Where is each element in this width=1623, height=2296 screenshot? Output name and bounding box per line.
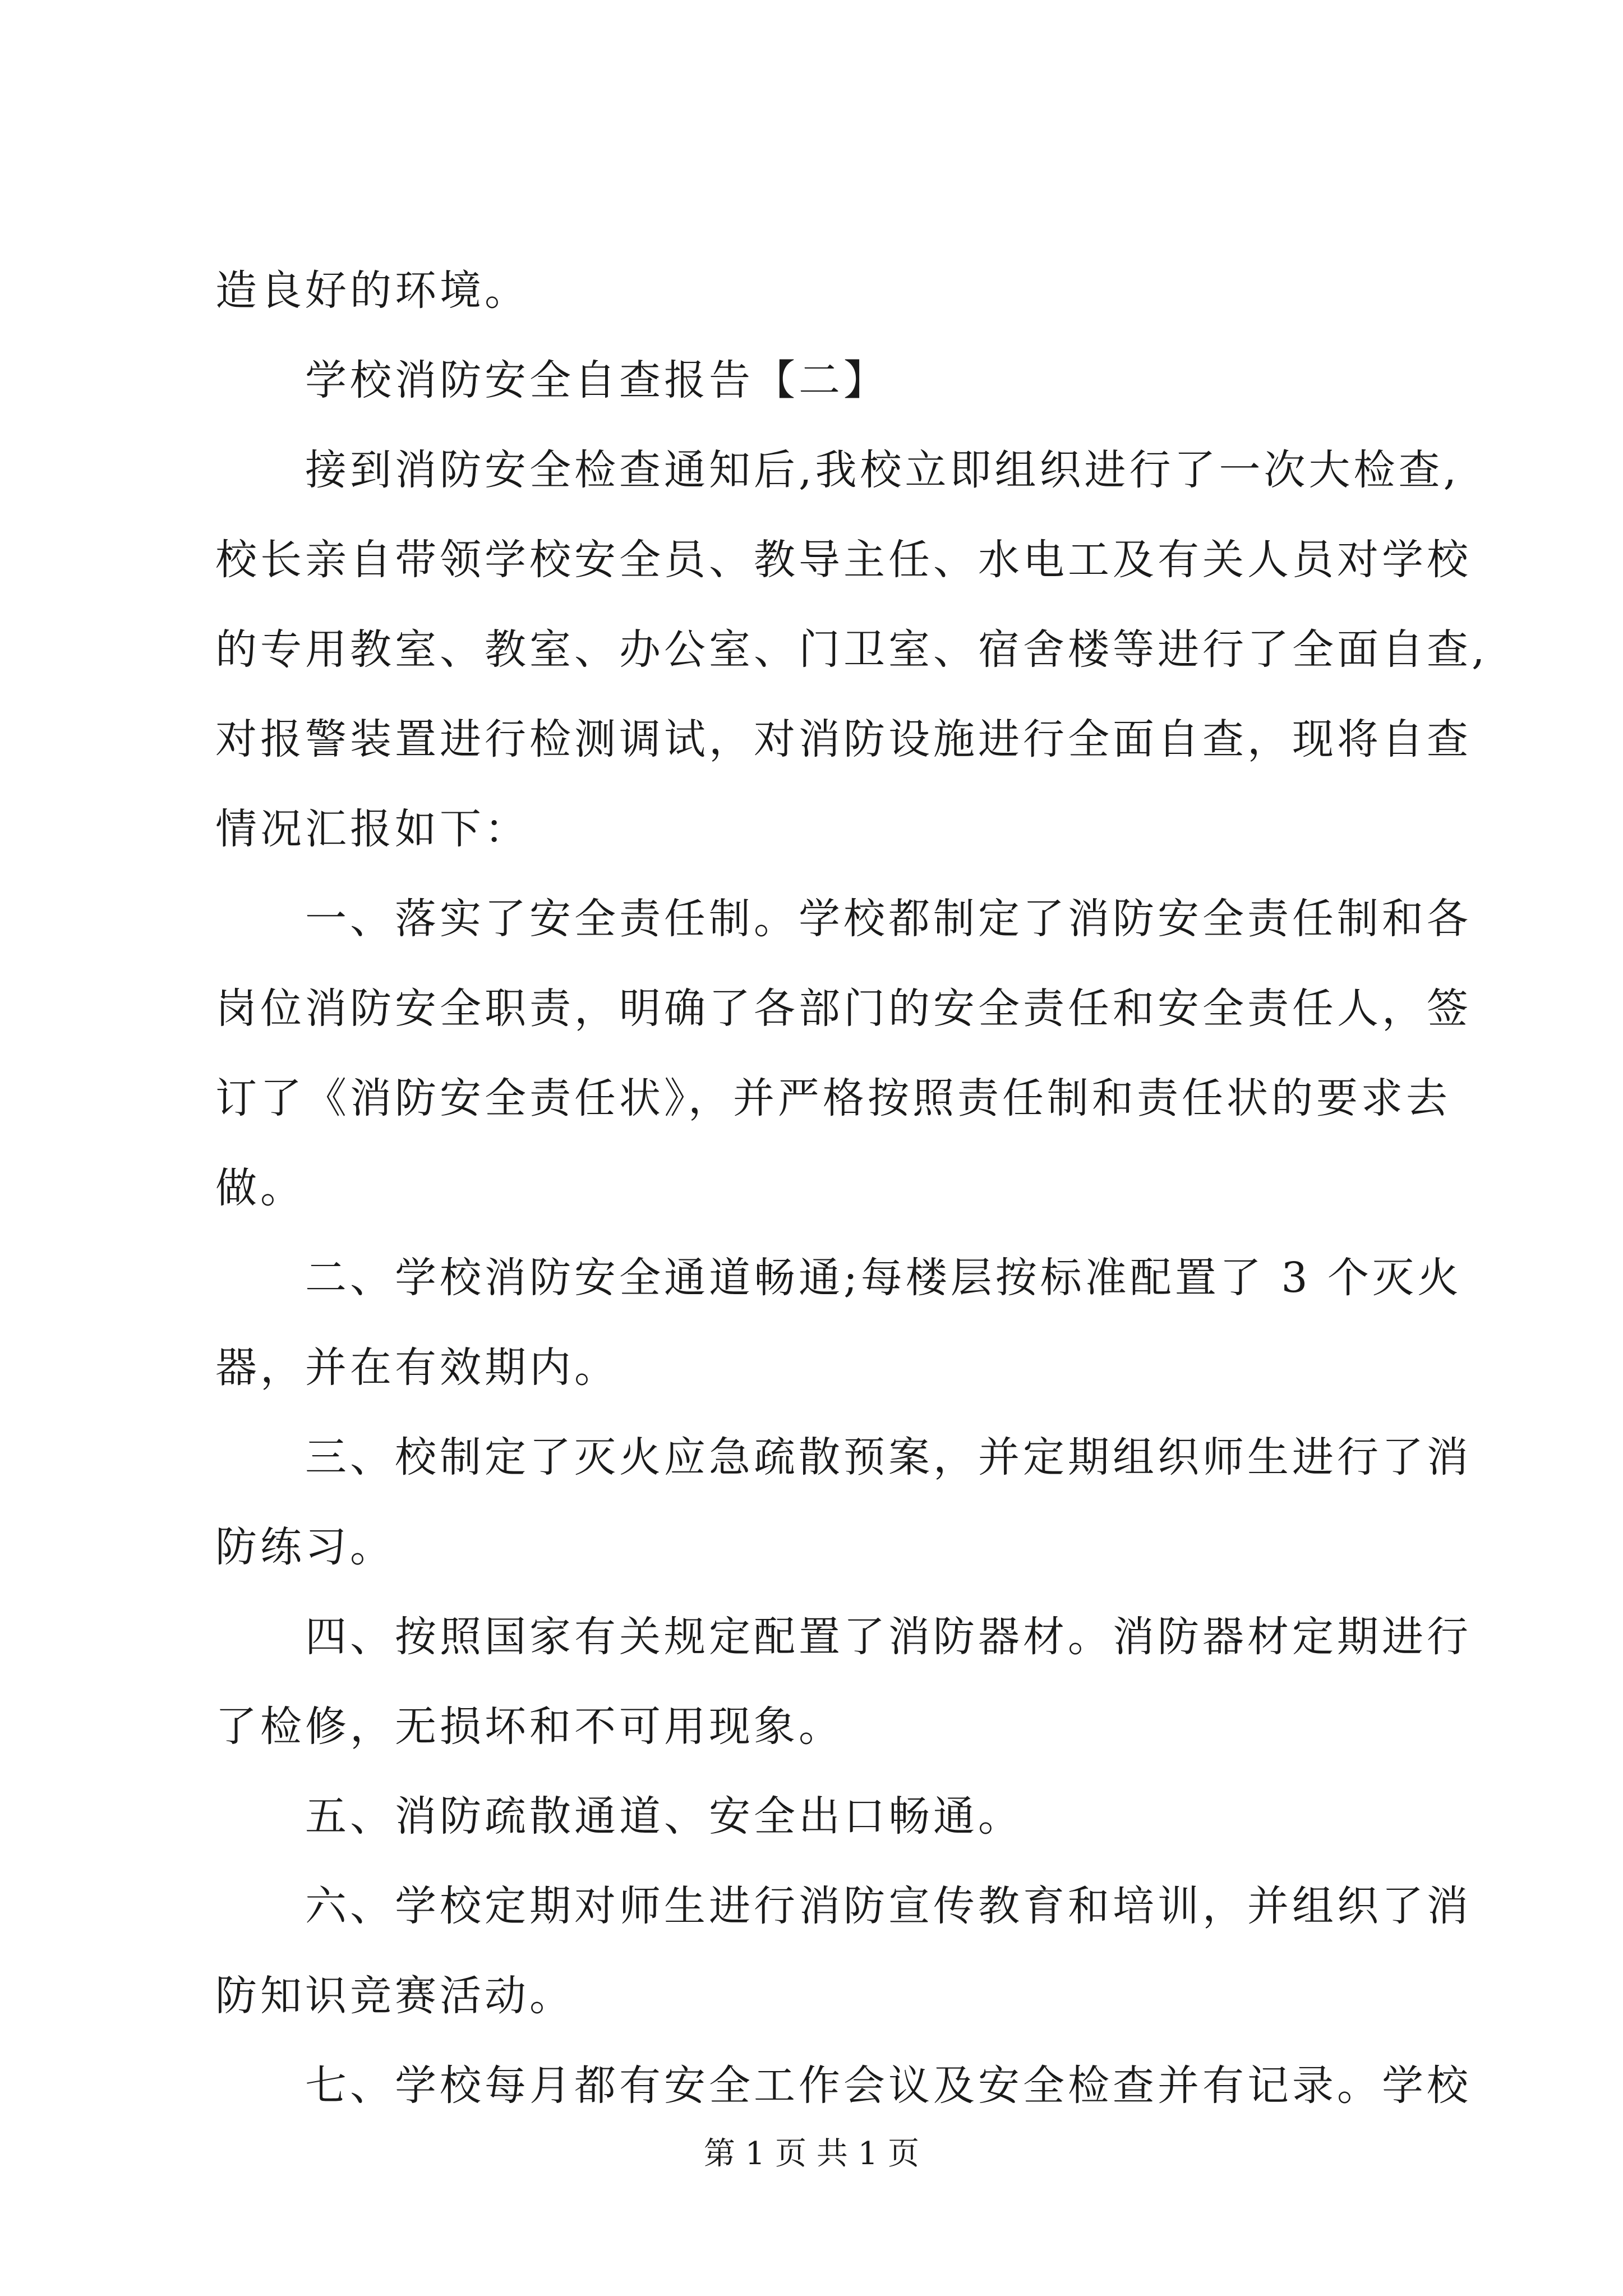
text-line: 四、按照国家有关规定配置了消防器材。消防器材定期进行 — [305, 1613, 1472, 1661]
text-line: 一、落实了安全责任制。学校都制定了消防安全责任制和各 — [305, 895, 1472, 943]
text-line: 接到消防安全检查通知后,我校立即组织进行了一次大检查, — [305, 446, 1460, 494]
text-line: 防练习。 — [215, 1523, 395, 1571]
text-line: 造良好的环境。 — [215, 266, 529, 315]
text-line: 订了《消防安全责任状》，并严格按照责任制和责任状的要求去 — [215, 1074, 1451, 1122]
text-line: 做。 — [215, 1164, 305, 1212]
section-heading: 学校消防安全自查报告【二】 — [305, 356, 888, 404]
text-line: 的专用教室、教室、办公室、门卫室、宿舍楼等进行了全面自查, — [215, 625, 1488, 674]
text-line: 情况汇报如下： — [215, 805, 529, 853]
text-line: 防知识竞赛活动。 — [215, 1972, 574, 2020]
text-line: 器，并在有效期内。 — [215, 1343, 619, 1392]
text-line: 六、学校定期对师生进行消防宣传教育和培训，并组织了消 — [305, 1882, 1472, 1930]
text-line: 三、校制定了灭火应急疏散预案，并定期组织师生进行了消 — [305, 1433, 1472, 1481]
text-line: 岗位消防安全职责，明确了各部门的安全责任和安全责任人，签 — [215, 984, 1472, 1033]
text-line: 七、学校每月都有安全工作会议及安全检查并有记录。学校 — [305, 2062, 1472, 2110]
text-line: 了检修，无损坏和不可用现象。 — [215, 1703, 843, 1751]
text-line: 校长亲自带领学校安全员、教导主任、水电工及有关人员对学校 — [215, 536, 1472, 584]
text-line: 对报警装置进行检测调试，对消防设施进行全面自查，现将自查 — [215, 715, 1472, 763]
text-line: 五、消防疏散通道、安全出口畅通。 — [305, 1792, 1023, 1841]
text-line: 二、学校消防安全通道畅通;每楼层按标准配置了 3 个灭火 — [305, 1254, 1463, 1302]
page-number-footer: 第 1 页 共 1 页 — [703, 2136, 920, 2172]
